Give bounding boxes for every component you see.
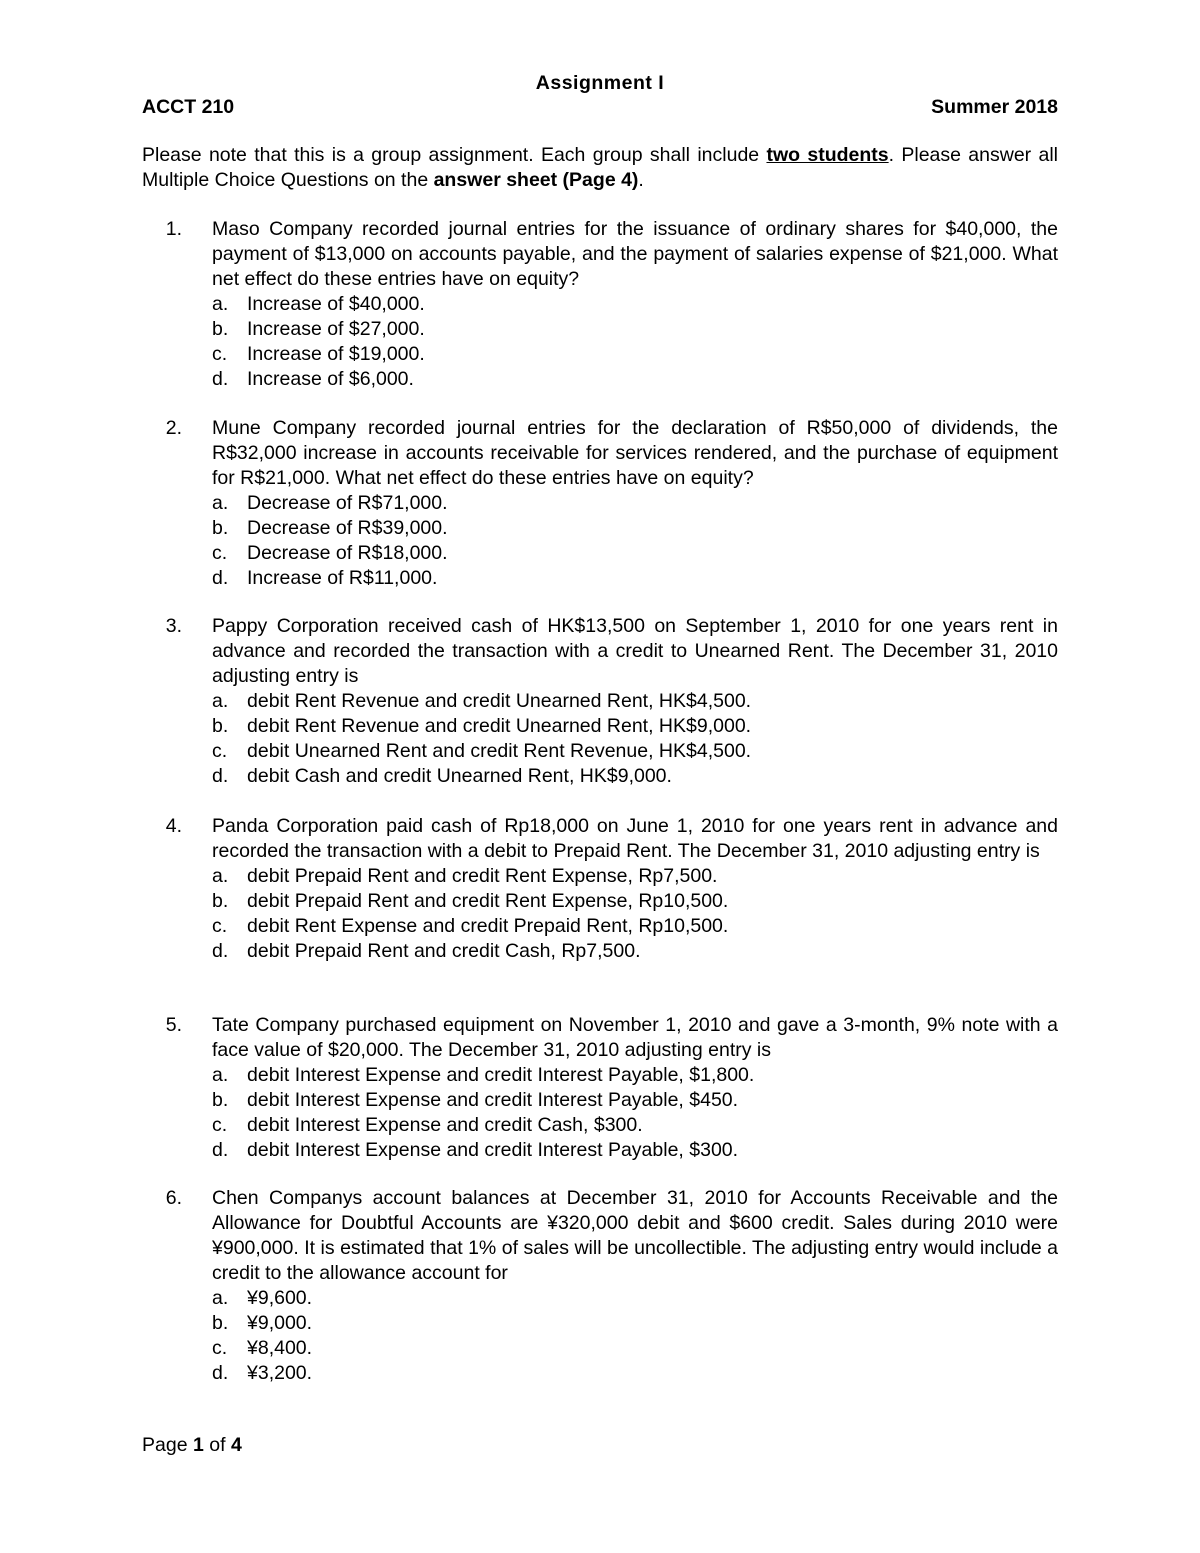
- option-letter: c.: [212, 740, 228, 762]
- option-b: [212, 889, 1058, 914]
- option-d: [212, 566, 1058, 591]
- option-text: Increase of $40,000.: [247, 293, 425, 315]
- option-b: [212, 1311, 1058, 1336]
- option-text: Increase of $6,000.: [247, 368, 414, 390]
- total-page-count: 4: [230, 1434, 242, 1456]
- option-c: [212, 541, 1058, 566]
- option-list: [212, 1063, 1058, 1163]
- option-text: debit Rent Expense and credit Prepaid Rent, Rp10,500.: [247, 915, 729, 937]
- option-text: Increase of R$11,000.: [247, 567, 438, 589]
- option-text: debit Rent Revenue and credit Unearned Rent, HK$9,000.: [247, 715, 752, 737]
- option-a: [212, 292, 1058, 317]
- option-b: [212, 714, 1058, 739]
- option-c: [212, 1113, 1058, 1138]
- option-text: debit Prepaid Rent and credit Rent Expense, Rp10,500.: [247, 890, 729, 912]
- intro-text-2: . Please answer all Multiple Choice Questions on the: [142, 144, 1058, 191]
- option-text: debit Cash and credit Unearned Rent, HK$9,000.: [247, 765, 672, 787]
- option-a: [212, 1286, 1058, 1311]
- option-text: debit Unearned Rent and credit Rent Revenue, HK$4,500.: [247, 740, 752, 762]
- option-letter: a.: [212, 293, 229, 315]
- option-list: [212, 292, 1058, 392]
- course-code: ACCT 210: [142, 96, 235, 118]
- question-number: 5.: [165, 1014, 182, 1036]
- question-text: Maso Company recorded journal entries for the issuance of ordinary shares for $40,000, the payment of $13,000 on accounts payable, and the payment of salaries expense of $21,000. What net effect do these entries have on equity?: [212, 218, 1058, 290]
- option-letter: d.: [212, 567, 229, 589]
- option-c: [212, 739, 1058, 764]
- term-label: Summer 2018: [931, 96, 1058, 118]
- option-letter: b.: [212, 1089, 229, 1111]
- option-text: ¥9,600.: [247, 1287, 313, 1309]
- option-letter: c.: [212, 1337, 228, 1359]
- question-text: Tate Company purchased equipment on November 1, 2010 and gave a 3-month, 9% note with a face value of $20,000. The December 31, 2010 adjusting entry is: [212, 1014, 1058, 1061]
- option-d: [212, 367, 1058, 392]
- option-letter: a.: [212, 1287, 229, 1309]
- option-d: [212, 939, 1058, 964]
- question-1: [142, 217, 1058, 392]
- option-d: [212, 764, 1058, 789]
- option-text: debit Prepaid Rent and credit Cash, Rp7,500.: [247, 940, 641, 962]
- option-letter: c.: [212, 343, 228, 365]
- option-letter: d.: [212, 765, 229, 787]
- option-text: debit Interest Expense and credit Cash, $300.: [247, 1114, 643, 1136]
- option-letter: a.: [212, 690, 229, 712]
- option-a: [212, 1063, 1058, 1088]
- intro-paragraph: [142, 143, 1058, 193]
- option-b: [212, 516, 1058, 541]
- option-letter: a.: [212, 492, 229, 514]
- option-text: Decrease of R$18,000.: [247, 542, 448, 564]
- option-text: debit Rent Revenue and credit Unearned Rent, HK$4,500.: [247, 690, 752, 712]
- question-6: [142, 1186, 1058, 1386]
- option-c: [212, 1336, 1058, 1361]
- question-number: 2.: [165, 417, 182, 439]
- option-text: ¥8,400.: [247, 1337, 313, 1359]
- question-number: 6.: [165, 1187, 182, 1209]
- option-letter: a.: [212, 1064, 229, 1086]
- intro-answer-sheet: answer sheet (Page 4): [433, 169, 639, 191]
- option-text: ¥3,200.: [247, 1362, 313, 1384]
- option-list: [212, 689, 1058, 789]
- option-letter: d.: [212, 368, 229, 390]
- option-letter: d.: [212, 1139, 229, 1161]
- page-word: Page: [142, 1434, 193, 1456]
- option-text: debit Interest Expense and credit Interest Payable, $1,800.: [247, 1064, 755, 1086]
- option-text: Increase of $27,000.: [247, 318, 425, 340]
- option-list: [212, 864, 1058, 964]
- assignment-title: Assignment I: [535, 72, 665, 94]
- option-text: Increase of $19,000.: [247, 343, 425, 365]
- of-word: of: [203, 1434, 231, 1456]
- option-text: ¥9,000.: [247, 1312, 313, 1334]
- option-d: [212, 1138, 1058, 1163]
- option-text: Decrease of R$71,000.: [247, 492, 448, 514]
- question-5: [142, 1013, 1058, 1163]
- option-d: [212, 1361, 1058, 1386]
- intro-text-1: Please note that this is a group assignment. Each group shall include: [142, 144, 767, 166]
- question-3: [142, 614, 1058, 789]
- question-number: 4.: [165, 815, 182, 837]
- option-letter: c.: [212, 542, 228, 564]
- option-c: [212, 342, 1058, 367]
- option-text: debit Prepaid Rent and credit Rent Expense, Rp7,500.: [247, 865, 718, 887]
- option-a: [212, 491, 1058, 516]
- question-number: 1.: [165, 218, 182, 240]
- question-text: Mune Company recorded journal entries for the declaration of R$50,000 of dividends, the R$32,000 increase in accounts receivable for services rendered, and the purchase of equipment for R$21,000. What net effect do these entries have on equity?: [212, 417, 1058, 489]
- option-letter: d.: [212, 1362, 229, 1384]
- intro-group-size: two students: [766, 144, 889, 166]
- option-letter: b.: [212, 715, 229, 737]
- page-footer: [142, 1434, 242, 1457]
- option-letter: b.: [212, 1312, 229, 1334]
- option-letter: b.: [212, 318, 229, 340]
- option-letter: c.: [212, 1114, 228, 1136]
- option-a: [212, 864, 1058, 889]
- current-page-number: 1: [192, 1434, 204, 1456]
- question-text: Chen Companys account balances at December 31, 2010 for Accounts Receivable and the Allowance for Doubtful Accounts are ¥320,000 debit and $600 credit. Sales during 2010 were ¥900,000. It is estimated that 1% of sales will be uncollectible. The adjusting entry would include a credit to the allowance account for: [212, 1187, 1058, 1284]
- option-letter: b.: [212, 517, 229, 539]
- option-letter: a.: [212, 865, 229, 887]
- option-letter: d.: [212, 940, 229, 962]
- option-c: [212, 914, 1058, 939]
- question-2: [142, 416, 1058, 591]
- option-list: [212, 1286, 1058, 1386]
- question-4: [142, 814, 1058, 964]
- intro-text-3: .: [638, 169, 644, 191]
- option-a: [212, 689, 1058, 714]
- option-list: [212, 491, 1058, 591]
- option-text: Decrease of R$39,000.: [247, 517, 448, 539]
- question-text: Pappy Corporation received cash of HK$13,500 on September 1, 2010 for one years rent in advance and recorded the transaction with a credit to Unearned Rent. The December 31, 2010 adjusting entry is: [212, 615, 1058, 687]
- option-letter: b.: [212, 890, 229, 912]
- option-text: debit Interest Expense and credit Interest Payable, $300.: [247, 1139, 739, 1161]
- option-b: [212, 317, 1058, 342]
- question-number: 3.: [165, 615, 182, 637]
- option-b: [212, 1088, 1058, 1113]
- option-letter: c.: [212, 915, 228, 937]
- question-text: Panda Corporation paid cash of Rp18,000 on June 1, 2010 for one years rent in advance and recorded the transaction with a debit to Prepaid Rent. The December 31, 2010 adjusting entry is: [212, 815, 1058, 862]
- option-text: debit Interest Expense and credit Interest Payable, $450.: [247, 1089, 739, 1111]
